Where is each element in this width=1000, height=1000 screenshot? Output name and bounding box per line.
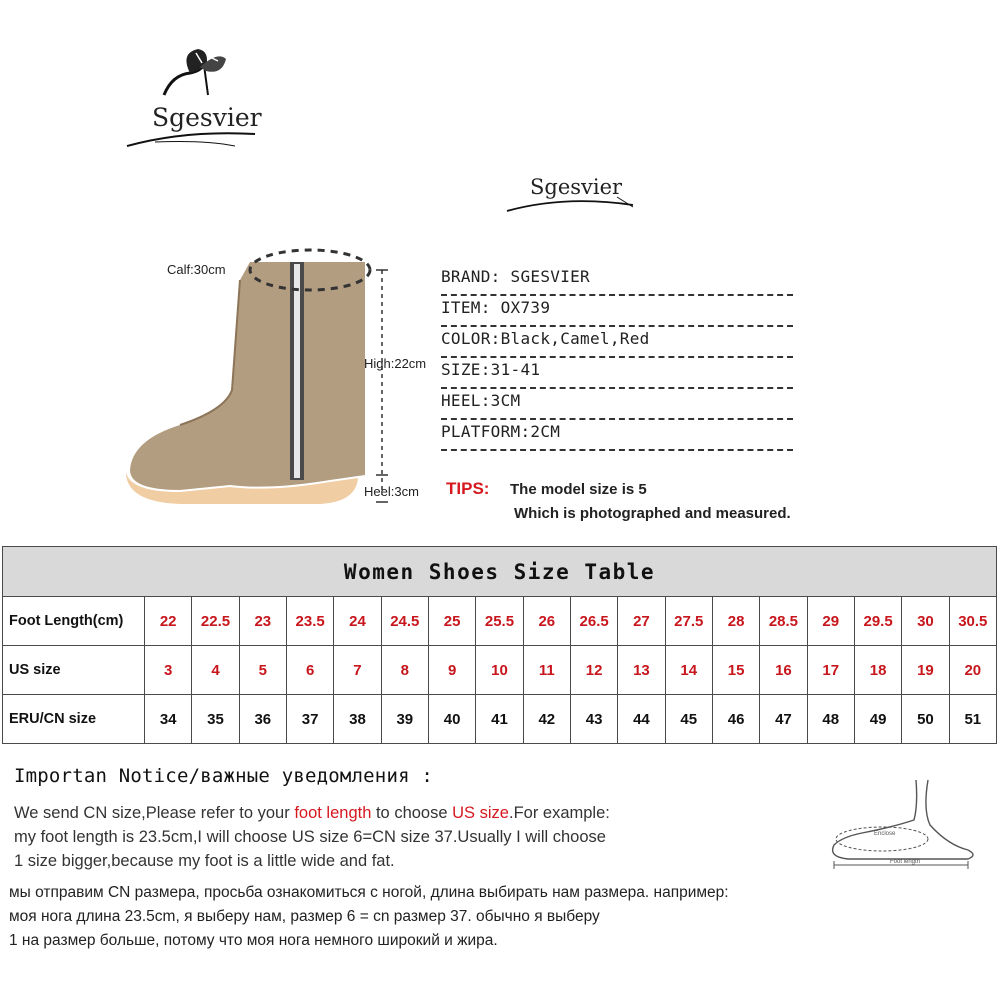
size-table-cell: 39 [381,695,428,744]
size-table-row-header: US size [3,646,145,695]
size-table-cell: 23 [239,597,286,646]
notice-line-3: 1 size bigger,because my foot is a little wide and fat. [14,852,395,870]
notice-text: .For example: [508,804,610,822]
brand-logo-text: Sgesvier [152,103,262,132]
size-table-cell: 51 [949,695,996,744]
size-table-cell: 9 [428,646,475,695]
size-table-cell: 20 [949,646,996,695]
size-table-cell: 15 [712,646,759,695]
notice-text: to choose [371,804,453,822]
size-table-cell: 27.5 [665,597,712,646]
tips-line-2: Which is photographed and measured. [514,505,791,522]
size-table-cell: 43 [570,695,617,744]
size-table [2,546,997,744]
size-table-cell: 30.5 [949,597,996,646]
tips-line-1: The model size is 5 [510,481,647,498]
size-table-row [3,646,997,695]
size-table-cell: 13 [618,646,665,695]
logo-swoosh [505,195,640,217]
height-label: High:22cm [364,356,427,371]
size-table-cell: 41 [476,695,523,744]
size-table-cell: 22.5 [192,597,239,646]
size-table-row [3,597,997,646]
size-table-cell: 8 [381,646,428,695]
notice-ru-line-3: 1 на размер больше, потому что моя нога немного широкий и жира. [9,932,498,949]
size-table-cell: 23.5 [286,597,333,646]
size-table-cell: 37 [286,695,333,744]
size-table-cell: 26.5 [570,597,617,646]
notice-ru-line-2: моя нога длина 23.5cm, я выберу нам, размер 6 = cn размер 37. обычно я выберу [9,908,600,925]
size-table-cell: 29 [807,597,854,646]
spec-platform: PLATFORM:2CM [441,421,793,451]
size-table-cell: 18 [854,646,901,695]
spec-size: SIZE:31-41 [441,359,793,389]
size-table-cell: 5 [239,646,286,695]
tips-label: TIPS: [446,479,490,498]
size-table-cell: 4 [192,646,239,695]
size-table-cell: 48 [807,695,854,744]
notice-line-1 [14,804,610,823]
size-table-cell: 14 [665,646,712,695]
size-table-cell: 6 [286,646,333,695]
size-table-row [3,695,997,744]
size-table-cell: 29.5 [854,597,901,646]
size-table-cell: 50 [902,695,949,744]
size-table-cell: 47 [760,695,807,744]
spec-item: ITEM: OX739 [441,297,793,327]
size-table-cell: 10 [476,646,523,695]
size-table-cell: 36 [239,695,286,744]
size-table-cell: 38 [334,695,381,744]
size-table-cell: 27 [618,597,665,646]
size-table-cell: 19 [902,646,949,695]
size-table-cell: 25 [428,597,475,646]
calf-label: Calf:30cm [167,262,226,277]
notice-highlight-us-size: US size [452,804,509,822]
size-table-cell: 16 [760,646,807,695]
notice-highlight-foot-length: foot length [294,804,372,822]
size-table-cell: 44 [618,695,665,744]
boot-illustration [120,240,390,520]
butterfly-shoe-icon [160,45,230,100]
size-table-cell: 24.5 [381,597,428,646]
brand-logo-text: Sgesvier [530,175,623,199]
size-table-cell: 28 [712,597,759,646]
size-table-cell: 45 [665,695,712,744]
enclose-label: Enclose [874,831,896,837]
foot-measure-icon [818,775,988,870]
size-table-cell: 7 [334,646,381,695]
size-table-row-header: ERU/CN size [3,695,145,744]
size-table-cell: 3 [145,646,192,695]
size-table-cell: 35 [192,695,239,744]
notice-ru-line-1: мы отправим CN размера, просьба ознакомиться с ногой, длина выбирать нам размера. например: [9,884,729,901]
size-table-cell: 34 [145,695,192,744]
size-table-row-header: Foot Length(cm) [3,597,145,646]
notice-title: Importan Notice/важные уведомления : [14,765,434,787]
size-table-cell: 25.5 [476,597,523,646]
size-table-cell: 30 [902,597,949,646]
logo-swoosh [125,128,260,150]
spec-heel: HEEL:3CM [441,390,793,420]
size-table-cell: 11 [523,646,570,695]
size-table-cell: 49 [854,695,901,744]
spec-brand: BRAND: SGESVIER [441,266,793,296]
size-table-cell: 40 [428,695,475,744]
spec-color: COLOR:Black,Camel,Red [441,328,793,358]
size-table-cell: 22 [145,597,192,646]
notice-line-2: my foot length is 23.5cm,I will choose US size 6=CN size 37.Usually I will choose [14,828,606,846]
size-table-cell: 42 [523,695,570,744]
notice-text: We send CN size,Please refer to your [14,804,295,822]
size-table-title: Women Shoes Size Table [3,547,997,597]
size-table-cell: 12 [570,646,617,695]
size-table-cell: 26 [523,597,570,646]
foot-length-label: Foot length [890,859,921,865]
size-table-cell: 46 [712,695,759,744]
size-table-cell: 24 [334,597,381,646]
size-table-cell: 28.5 [760,597,807,646]
heel-label: Heel:3cm [364,484,419,499]
size-table-cell: 17 [807,646,854,695]
